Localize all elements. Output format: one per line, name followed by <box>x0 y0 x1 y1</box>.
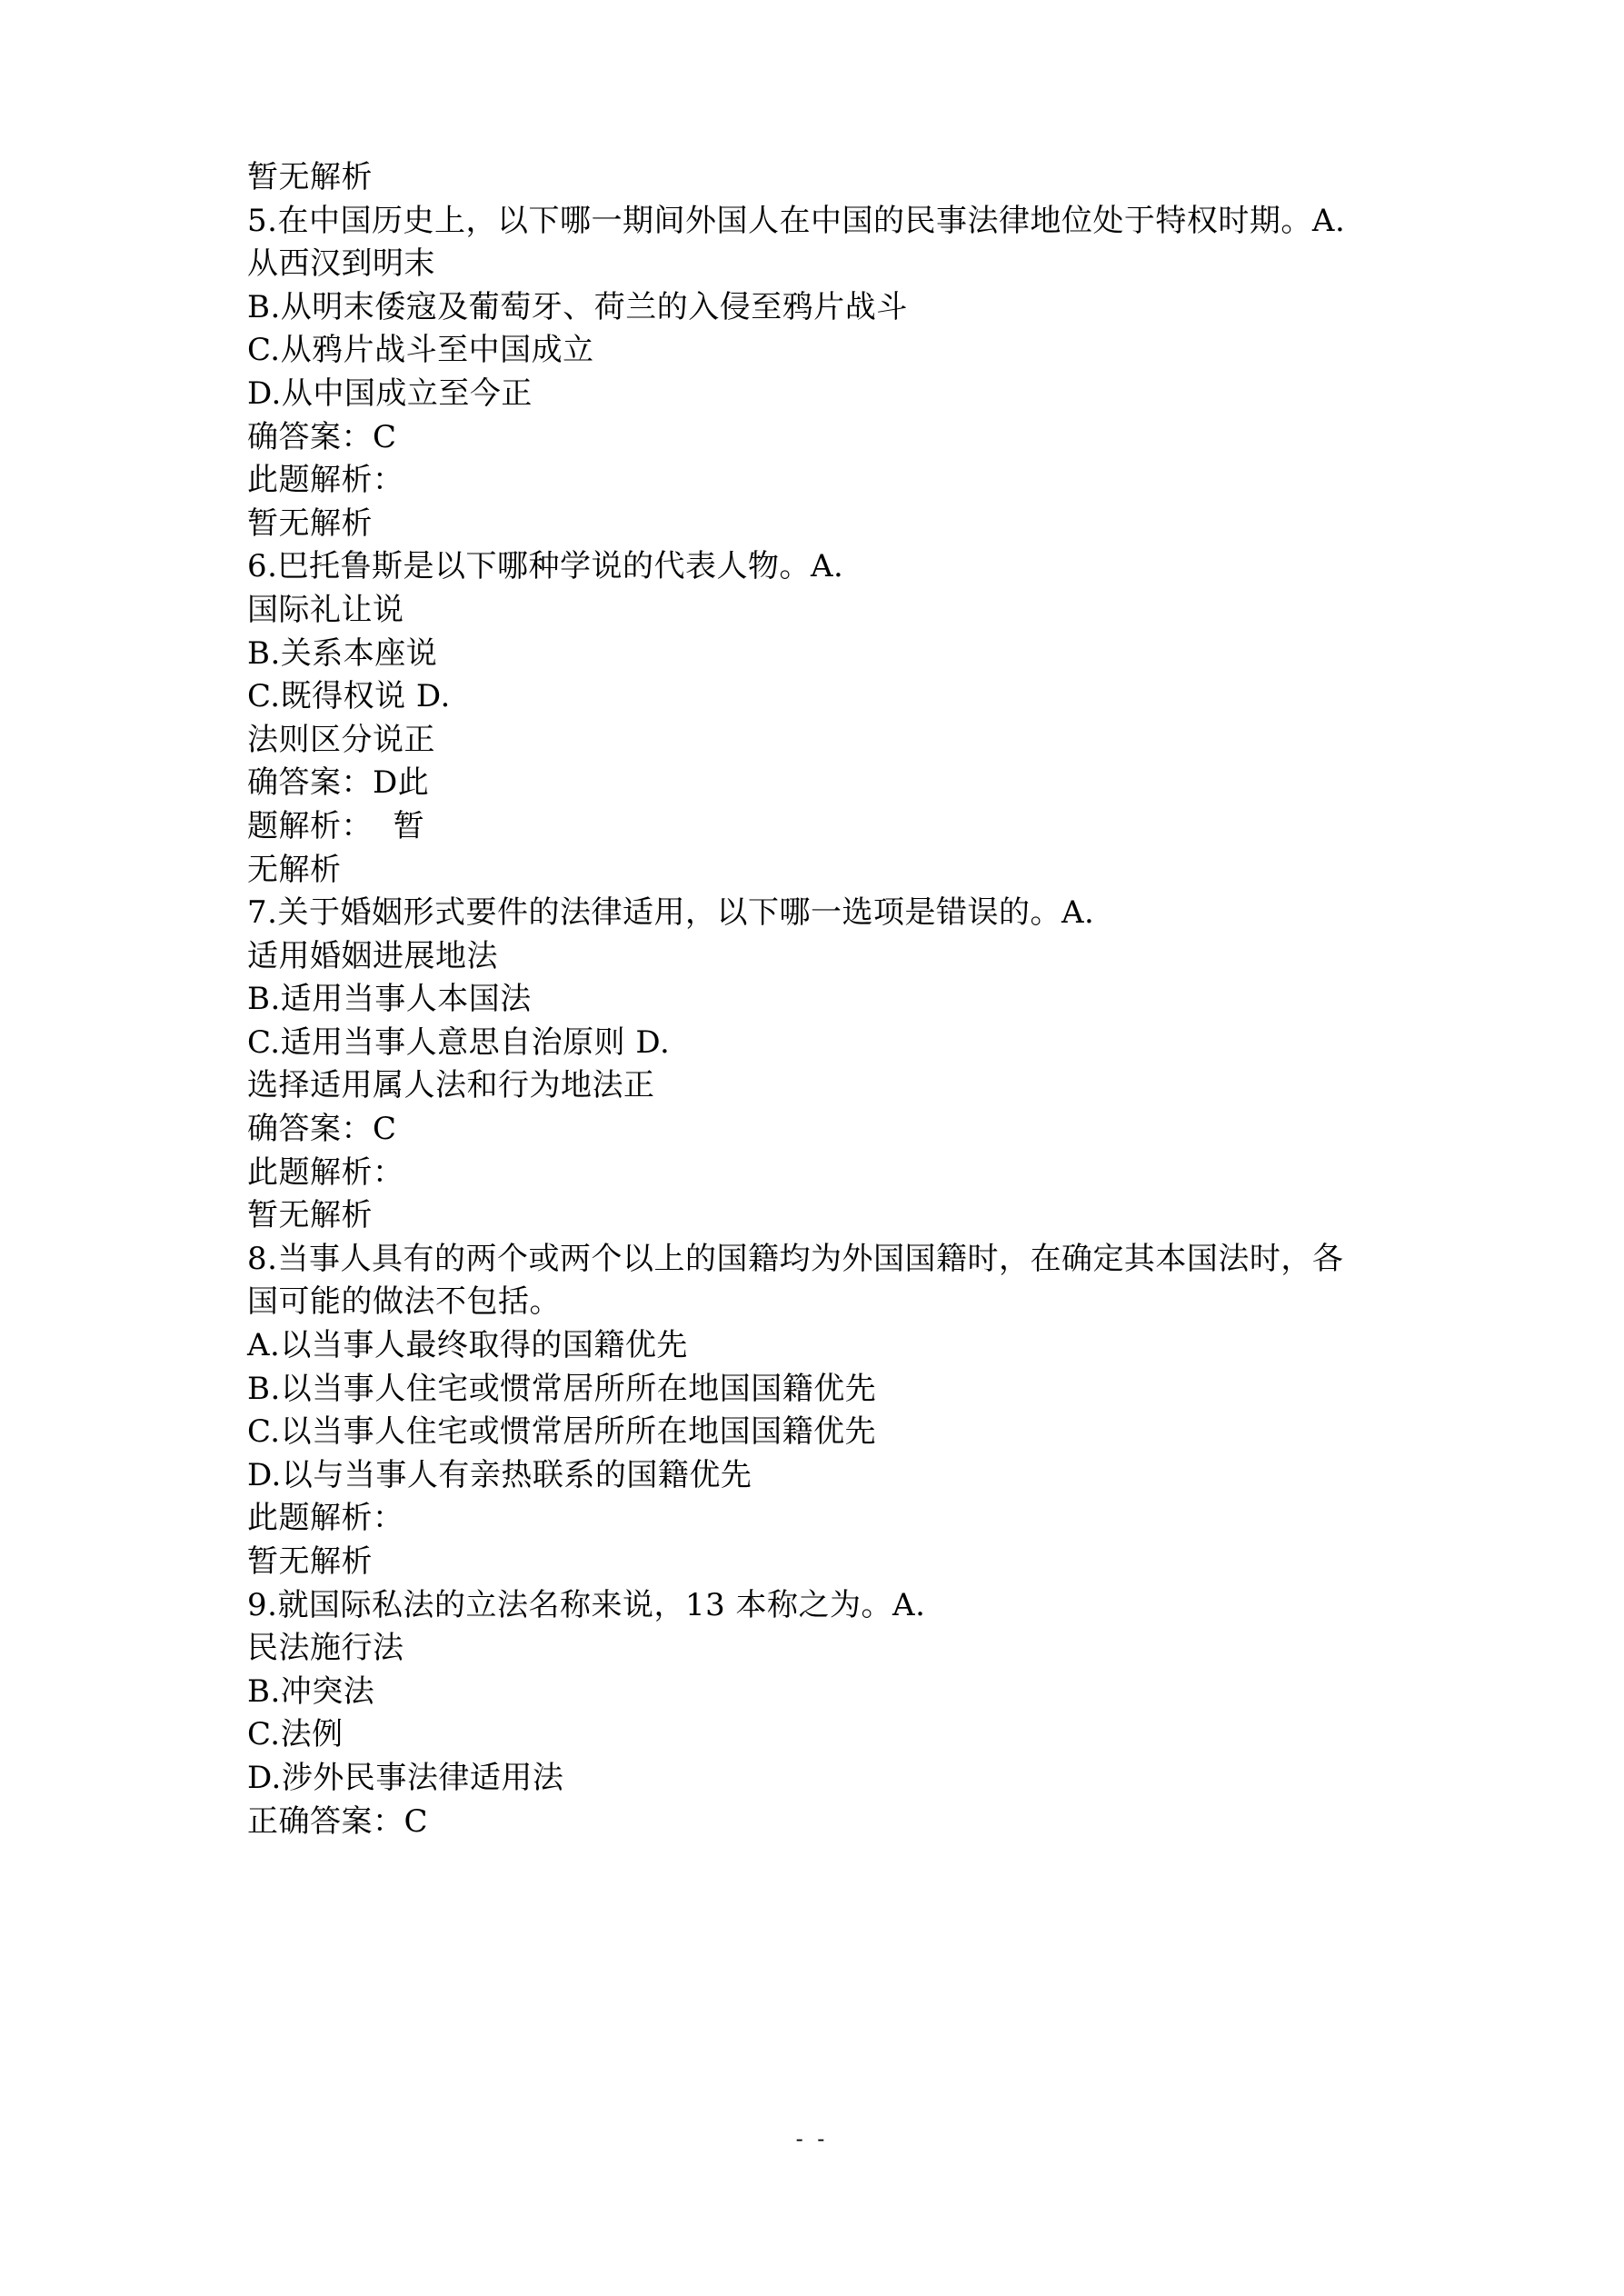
question-7-option-c: C.适用当事人意思自治原则 D. <box>247 1023 671 1061</box>
question-8-stem-line-2: 国可能的做法不包括。 <box>247 1283 561 1321</box>
question-6-analysis: 无解析 <box>247 851 342 888</box>
text-line: 暂无解析 <box>247 159 373 195</box>
question-6-analysis-label: 题解析： 暂 <box>247 807 425 844</box>
question-5-option-d: D.从中国成立至今正 <box>247 374 533 412</box>
question-7-option-b: B.适用当事人本国法 <box>247 981 532 1018</box>
question-5-analysis-label: 此题解析： <box>247 462 404 499</box>
question-9-stem: 9.就国际私法的立法名称来说，13 本称之为。A. <box>247 1586 926 1623</box>
question-7-option-d: 选择适用属人法和行为地法正 <box>247 1067 655 1104</box>
question-9-option-a: 民法施行法 <box>247 1630 404 1667</box>
page-footer: - - <box>795 2126 829 2151</box>
question-8-analysis: 暂无解析 <box>247 1543 373 1580</box>
document-body <box>247 156 1410 1843</box>
question-6-option-b: B.关系本座说 <box>247 634 438 672</box>
question-5-option-c: C.从鸦片战斗至中国成立 <box>247 332 594 369</box>
question-8-stem-line-1: 8.当事人具有的两个或两个以上的国籍均为外国国籍时，在确定其本国法时，各 <box>247 1240 1344 1277</box>
question-8-option-c: C.以当事人住宅或惯常居所所在地国国籍优先 <box>247 1413 877 1451</box>
question-8-option-b: B.以当事人住宅或惯常居所所在地国国籍优先 <box>247 1370 877 1407</box>
question-5-answer: 确答案：C <box>247 418 397 455</box>
question-8-option-a: A.以当事人最终取得的国籍优先 <box>247 1327 688 1364</box>
question-5-option-a: 从西汉到明末 <box>247 245 435 283</box>
question-9-answer: 正确答案：C <box>247 1802 429 1840</box>
question-5-option-b: B.从明末倭寇及葡萄牙、荷兰的入侵至鸦片战斗 <box>247 288 908 325</box>
question-7-stem: 7.关于婚姻形式要件的法律适用，以下哪一选项是错误的。A. <box>247 894 1095 932</box>
question-6-stem: 6.巴托鲁斯是以下哪种学说的代表人物。A. <box>247 548 844 585</box>
question-8-option-d: D.以与当事人有亲热联系的国籍优先 <box>247 1456 752 1493</box>
question-7-analysis: 暂无解析 <box>247 1197 373 1234</box>
question-9-option-d: D.涉外民事法律适用法 <box>247 1759 564 1796</box>
question-7-answer: 确答案：C <box>247 1111 397 1148</box>
question-5-analysis: 暂无解析 <box>247 504 373 542</box>
question-7-analysis-label: 此题解析： <box>247 1153 404 1191</box>
question-7-option-a: 适用婚姻进展地法 <box>247 937 498 974</box>
question-6-answer: 确答案：D此 <box>247 764 430 802</box>
question-6-option-a: 国际礼让说 <box>247 591 404 628</box>
question-6-option-d: 法则区分说正 <box>247 721 435 758</box>
question-9-option-b: B.冲突法 <box>247 1672 375 1710</box>
question-6-option-c: C.既得权说 D. <box>247 678 451 715</box>
question-5-stem: 5.在中国历史上，以下哪一期间外国人在中国的民事法律地位处于特权时期。A. <box>247 202 1346 239</box>
question-9-option-c: C.法例 <box>247 1716 344 1753</box>
question-8-analysis-label: 此题解析： <box>247 1500 404 1537</box>
